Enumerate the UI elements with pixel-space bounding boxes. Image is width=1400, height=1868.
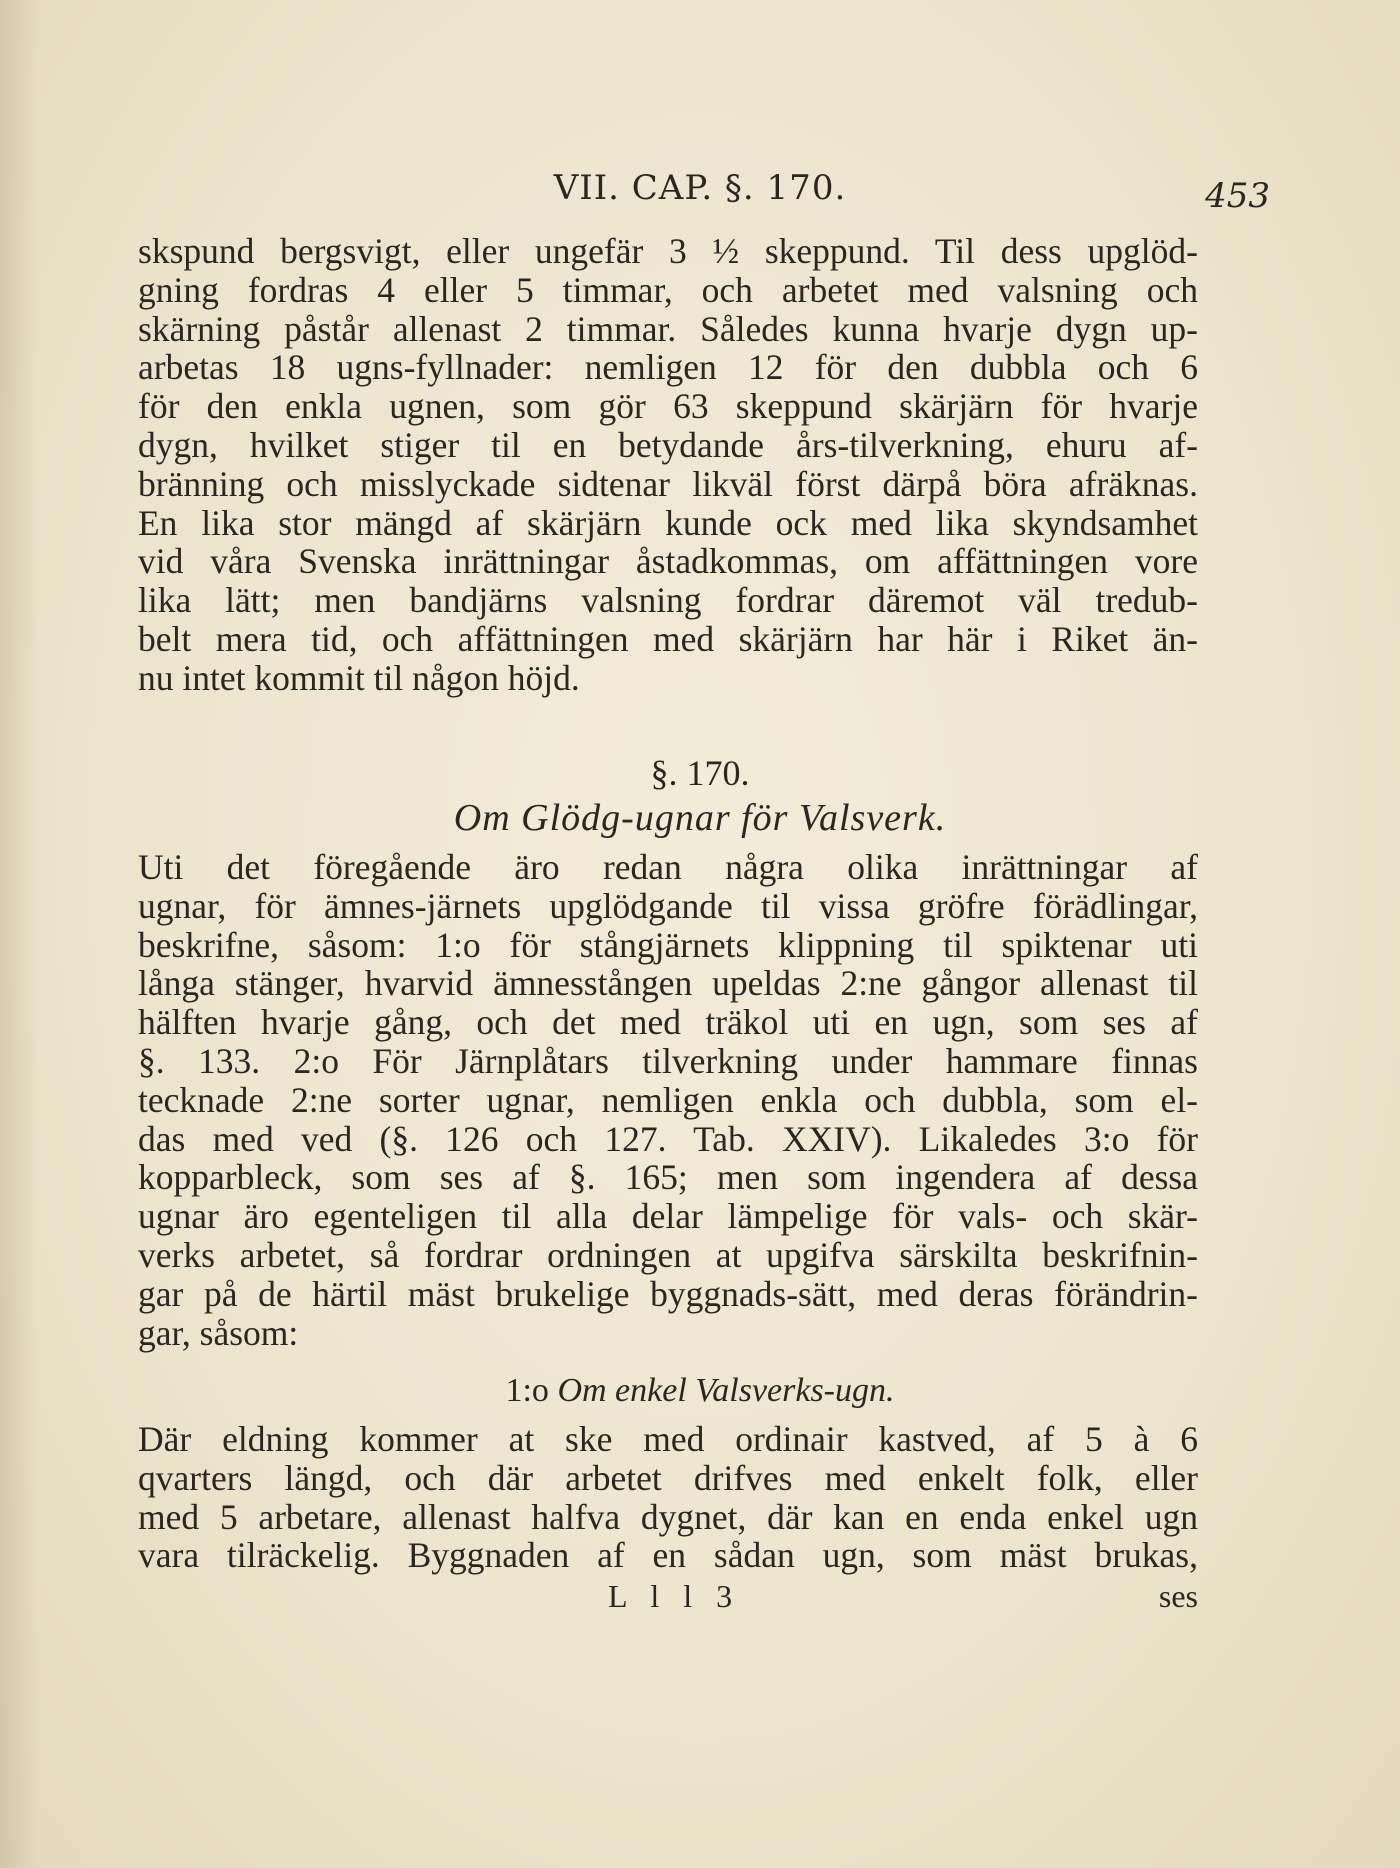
subsection-title: Om enkel Valsverks-ugn. <box>557 1372 895 1409</box>
text-line: beskrifne, såsom: 1:o för stångjärnets klippning til spiktenar uti <box>138 924 1198 965</box>
paragraph-3 <box>138 1420 1198 1575</box>
running-head: VII. CAP. §. 170. <box>553 168 847 208</box>
text-line: skspund bergsvigt, eller ungefär 3 ½ skeppund. Til dess upglöd- <box>138 231 1198 271</box>
signature-mark: L l l 3 <box>608 1578 741 1614</box>
text-line: qvarters längd, och där arbetet drifves med enkelt folk, eller <box>138 1457 1198 1498</box>
text-line: arbetas 18 ugns-fyllnader: nemligen 12 för den dubbla och 6 <box>138 347 1198 388</box>
text-line: långa stänger, hvarvid ämnesstången upeldas 2:ne gångor allenast til <box>138 963 1198 1004</box>
text-line: gar på de härtil mäst brukelige byggnads-sätt, med deras förändrin- <box>138 1273 1198 1314</box>
text-line: Uti det föregående äro redan några olika inrättningar af <box>138 847 1198 887</box>
text-line: ugnar äro egenteligen til alla delar lämpelige för vals- och skär- <box>138 1196 1198 1237</box>
subsection-number: 1:o <box>505 1372 549 1409</box>
text-line: gning fordras 4 eller 5 timmar, och arbetet med valsning och <box>138 269 1198 310</box>
page-fold-shadow <box>0 0 40 1868</box>
page-footer <box>138 1578 1198 1622</box>
paragraph-1 <box>138 232 1198 698</box>
subsection-heading <box>0 1372 1400 1410</box>
text-line: lika lätt; men bandjärns valsning fordrar däremot väl tredub- <box>138 580 1198 621</box>
section-number: §. 170. <box>650 753 750 793</box>
text-line: med 5 arbetare, allenast halfva dygnet, där kan en enda enkel ugn <box>138 1496 1198 1537</box>
page-number: 453 <box>1205 176 1270 216</box>
paragraph-2 <box>138 848 1198 1352</box>
text-line: ugnar, för ämnes-järnets upglödgande til vissa gröfre förädlingar, <box>138 885 1198 926</box>
text-line: vara tilräckelig. Byggnaden af en sådan ugn, som mäst brukas, <box>138 1535 1198 1576</box>
text-line: dygn, hvilket stiger til en betydande års-tilverkning, ehuru af- <box>138 424 1198 465</box>
text-line: verks arbetet, så fordrar ordningen at upgifva särskilta beskrifnin- <box>138 1234 1198 1275</box>
text-line: vid våra Svenska inrättningar åstadkommas, om affättningen vore <box>138 541 1198 582</box>
text-line: nu intet kommit til någon höjd. <box>138 657 580 698</box>
text-line: kopparbleck, som ses af §. 165; men som ingendera af dessa <box>138 1157 1198 1198</box>
text-line: das med ved (§. 126 och 127. Tab. XXIV). Likaledes 3:o för <box>138 1118 1198 1159</box>
text-line: skärning påstår allenast 2 timmar. Således kunna hvarje dygn up- <box>138 308 1198 349</box>
text-line: §. 133. 2:o För Järnplåtars tilverkning under hammare finnas <box>138 1040 1198 1081</box>
section-title: Om Glödg-ugnar för Valsverk. <box>453 797 947 839</box>
text-line: En lika stor mängd af skärjärn kunde ock med lika skyndsamhet <box>138 502 1198 543</box>
text-line: tecknade 2:ne sorter ugnar, nemligen enkla och dubbla, som el- <box>138 1079 1198 1120</box>
text-line: bränning och misslyckade sidtenar likväl först därpå böra afräknas. <box>138 463 1198 504</box>
text-line: Där eldning kommer at ske med ordinair kastved, af 5 à 6 <box>138 1419 1198 1459</box>
text-line: för den enkla ugnen, som gör 63 skeppund skärjärn för hvarje <box>138 386 1198 427</box>
page-header <box>130 168 1270 218</box>
text-line: belt mera tid, och affättningen med skärjärn har här i Riket än- <box>138 618 1198 659</box>
catchword: ses <box>1158 1578 1198 1614</box>
text-line: hälften hvarje gång, och det med träkol uti en ugn, som ses af <box>138 1002 1198 1043</box>
text-line: gar, såsom: <box>138 1312 299 1353</box>
